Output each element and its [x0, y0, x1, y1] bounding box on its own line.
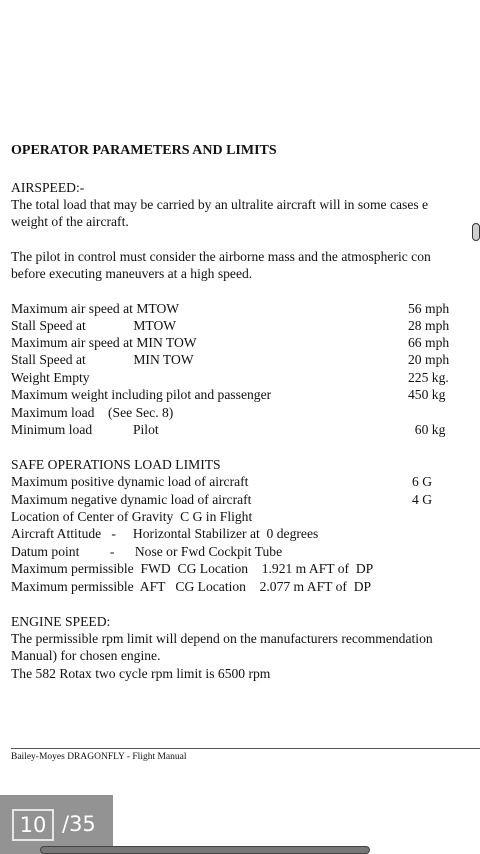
- safe-ops-label: Datum point - Nose or Fwd Cockpit Tube: [11, 544, 283, 559]
- limit-label: Maximum air speed at MIN TOW: [11, 335, 197, 350]
- paragraph-line: weight of the aircraft.: [11, 214, 129, 229]
- safe-ops-label: Aircraft Attitude - Horizontal Stabilizer at 0 degrees: [11, 526, 319, 541]
- paragraph-line: The 582 Rotax two cycle rpm limit is 6500 rpm: [11, 666, 271, 681]
- safe-ops-label: Maximum permissible FWD CG Location 1.921 m AFT of DP: [11, 561, 374, 576]
- limit-label: Maximum air speed at MTOW: [11, 301, 180, 316]
- limit-label: Minimum load Pilot: [11, 422, 159, 437]
- page-title: OPERATOR PARAMETERS AND LIMITS: [11, 143, 277, 158]
- limit-value: 60 kg: [408, 422, 446, 437]
- safe-ops-value: 6 G: [412, 474, 433, 489]
- paragraph-line: The permissible rpm limit will depend on the manufacturers recommendation: [11, 631, 433, 646]
- safe-ops-label: Maximum negative dynamic load of aircraft: [11, 492, 252, 507]
- engine-heading: ENGINE SPEED:: [11, 614, 111, 629]
- airspeed-heading: AIRSPEED:-: [11, 180, 85, 195]
- limit-label: Weight Empty: [11, 370, 90, 385]
- limit-value: 56 mph: [408, 301, 450, 316]
- horizontal-scrollbar[interactable]: [40, 846, 370, 854]
- limit-value: 450 kg: [408, 387, 446, 402]
- paragraph-line: The pilot in control must consider the airborne mass and the atmospheric con: [11, 249, 431, 264]
- paragraph-line: Manual) for chosen engine.: [11, 648, 161, 663]
- limit-value: 66 mph: [408, 335, 450, 350]
- total-pages-label: /35: [62, 812, 96, 836]
- limit-label: Maximum load (See Sec. 8): [11, 405, 174, 420]
- paragraph-line: The total load that may be carried by an ultralite aircraft will in some cases e: [11, 197, 429, 212]
- limit-value: 225 kg.: [408, 370, 449, 385]
- limit-value: 28 mph: [408, 318, 450, 333]
- vertical-scroll-handle[interactable]: [472, 223, 480, 241]
- paragraph-line: before executing maneuvers at a high speed.: [11, 266, 253, 281]
- safe-ops-label: Location of Center of Gravity C G in Flight: [11, 509, 253, 524]
- safe-ops-label: Maximum positive dynamic load of aircraft: [11, 474, 249, 489]
- current-page-field[interactable]: 10: [12, 809, 54, 841]
- limit-label: Maximum weight including pilot and passenger: [11, 387, 272, 402]
- limit-label: Stall Speed at MIN TOW: [11, 352, 194, 367]
- safe-ops-label: Maximum permissible AFT CG Location 2.077 m AFT of DP: [11, 579, 372, 594]
- limit-label: Stall Speed at MTOW: [11, 318, 177, 333]
- safe-ops-heading: SAFE OPERATIONS LOAD LIMITS: [11, 457, 221, 472]
- footer-divider: [11, 748, 480, 749]
- limit-value: 20 mph: [408, 352, 450, 367]
- footer-text: Bailey-Moyes DRAGONFLY - Flight Manual: [11, 752, 187, 762]
- safe-ops-value: 4 G: [412, 492, 433, 507]
